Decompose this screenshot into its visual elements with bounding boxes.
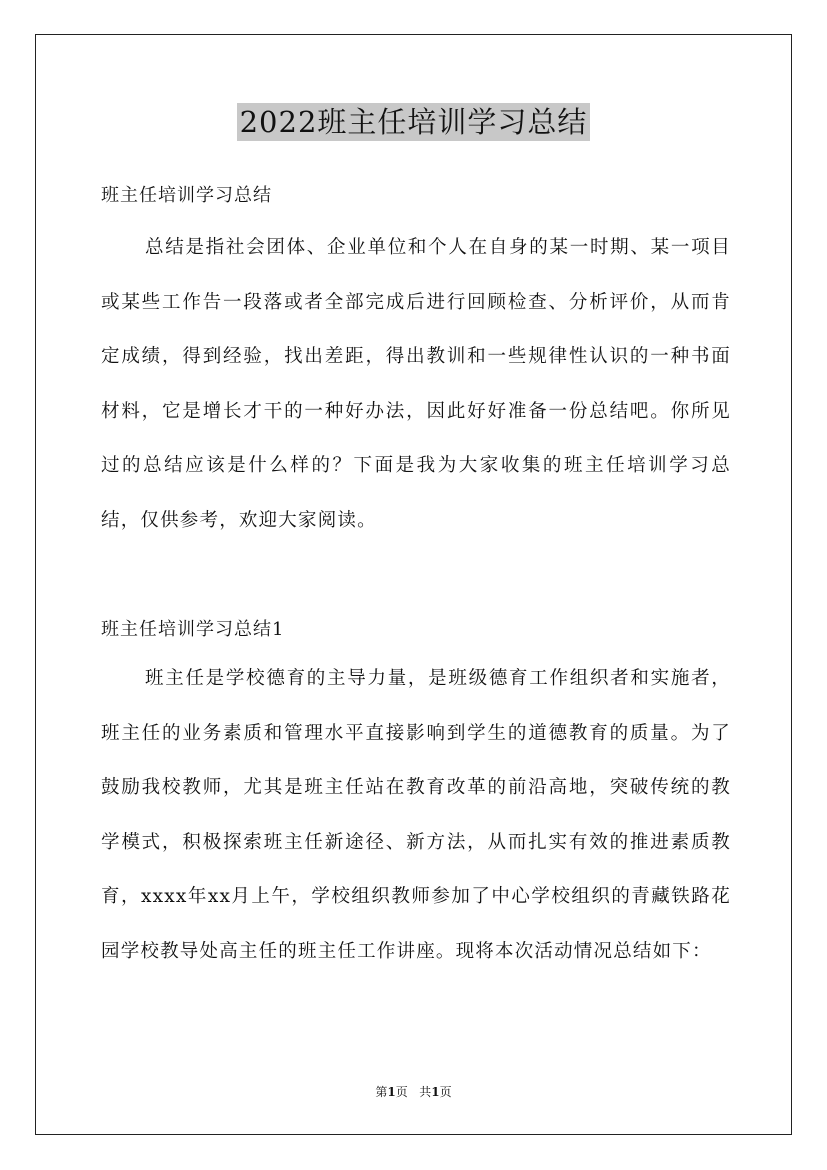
section-heading-intro: 班主任培训学习总结 bbox=[101, 185, 272, 206]
page-footer bbox=[0, 1083, 827, 1100]
footer-total-suffix: 页 bbox=[439, 1085, 452, 1099]
footer-total-pages: 1 bbox=[431, 1085, 440, 1099]
footer-page-number: 1 bbox=[387, 1085, 396, 1099]
section-heading-1: 班主任培训学习总结1 bbox=[101, 619, 285, 640]
footer-page-suffix: 页 bbox=[395, 1085, 408, 1099]
intro-paragraph: 总结是指社会团体、企业单位和个人在自身的某一时期、某一项目或某些工作告一段落或者全部完成后进行回顾检查、分析评价，从而肯定成绩，得到经验，找出差距，得出教训和一些规律性认识的一种书面材料，它是增长才干的一种好办法，因此好好准备一份总结吧。你所见过的总结应该是什么样的？下面是我为大家收集的班主任培训学习总结，仅供参考，欢迎大家阅读。 bbox=[101, 237, 731, 531]
footer-total-prefix: 共 bbox=[419, 1085, 432, 1099]
document-title-text: 2022班主任培训学习总结 bbox=[237, 103, 591, 141]
footer-page-prefix: 第 bbox=[375, 1085, 388, 1099]
section1-paragraph: 班主任是学校德育的主导力量，是班级德育工作组织者和实施者，班主任的业务素质和管理水平直接影响到学生的道德教育的质量。为了鼓励我校教师，尤其是班主任站在教育改革的前沿高地，突破传统的教学模式，积极探索班主任新途径、新方法，从而扎实有效的推进素质教育，xxxx年xx月上午，学校组织教师参加了中心学校组织的青藏铁路花园学校教导处高主任的班主任工作讲座。现将本次活动情况总结如下： bbox=[101, 668, 731, 962]
document-title bbox=[0, 100, 827, 141]
